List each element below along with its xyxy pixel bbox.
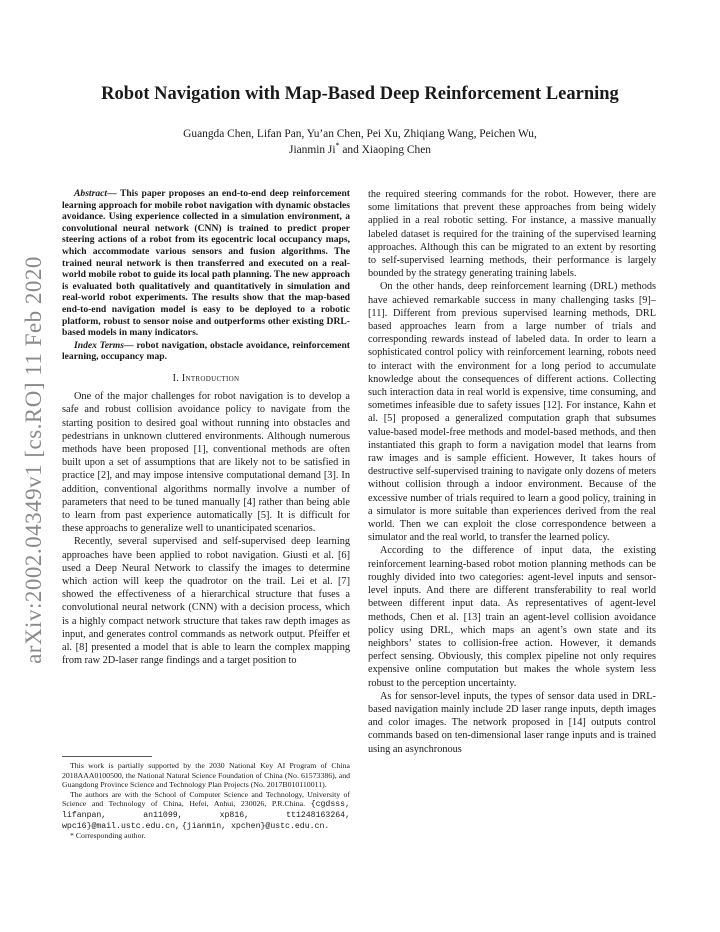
body-paragraph: the required steering commands for the robot. However, there are some limitations that prevent these approaches from being widely applied in a real robotic setting. For instance, a massive manually labeled dataset is required for the training of the supervised learning approaches. Although this can be migrated to an extent by resorting to self-supervised learning methods, their performance is largely bounded by the strategy generating training labels.: [368, 189, 656, 280]
footnotes: [62, 756, 350, 841]
abstract-label: Abstract: [74, 188, 108, 199]
index-terms-label: Index Terms: [74, 339, 124, 351]
index-terms-text: — robot navigation, obstacle avoidance, reinforcement learning, occupancy map.: [62, 339, 350, 363]
body-paragraph: On the other hands, deep reinforcement learning (DRL) methods have achieved remarkable success in many challenging tasks [9]–[11]. Different from previous supervised learning methods, DRL based approaches learn from a large number of trials and corresponding rewards instead of labeled data. In order to learn a sophisticated control policy with reinforcement learning, robots need to interact with the environment for a long period to accumulate knowledge about the consequences of different actions. Collecting such interaction data in real world is expensive, time consuming, and sometimes infeasible due to safety issues [12]. For instance, Kahn et al. [5] proposed a generalized computation graph that subsumes value-based model-free methods and model-based methods, and then instantiated this graph to form a navigation model that learns from raw images and is sample efficient. However, It takes hours of destructive self-supervised training to navigate only dozens of meters without collision through a indoor environment. Because of the excessive number of trials required to learn a good policy, training in a simulator is more suitable than experiences derived from the real world. Then we can exploit the close correspondence between a simulator and the real world, to transfer the learned policy.: [368, 281, 656, 544]
footnote-corresponding: * Corresponding author.: [70, 831, 146, 841]
arxiv-identifier-text: arXiv:2002.04349v1 [cs.RO] 11 Feb 2020: [21, 256, 46, 664]
abstract-text: — This paper proposes an end-to-end deep reinforcement learning approach for mobile robot navigation with dynamic obstacles avoidance. Using experience collected in a simulation environment, a convolutional neural network (CNN) is trained to predict proper steering actions of a robot from its egocentric local occupancy maps, which accommodate various sensors and fusion algorithms. The trained neural network is then transferred and executed on a real-world mobile robot to guide its local path planning. The new approach is evaluated both qualitatively and quantitatively in simulation and real-world robot experiments. The results show that the map-based end-to-end navigation model is easy to be deployed to a robotic platform, robust to sensor noise and outperforms other existing DRL-based models in many indicators.: [62, 188, 350, 339]
intro-paragraph: Recently, several supervised and self-supervised deep learning approaches have been applied to robot navigation. Giusti et al. [6] used a Deep Neural Network to classify the images to determine which action will keep the quadrotor on the trail. Lei et al. [7] showed the effectiveness of a hierarchical structure that fuses a convolutional neural network (CNN) with a decision process, which is a highly compact network structure that takes raw depth images as input, and generates control commands as network output. Pfeiffer et al. [8] presented a model that is able to learn the complex mapping from raw 2D-laser range findings and a target position to: [62, 536, 350, 667]
footnote-divider: [62, 756, 152, 757]
author-emails-1: {cgdsss, lifanpan, an11099, xp816, tt1248163264, wpc16}@mail.ustc.edu.cn,: [62, 800, 350, 831]
right-column: [368, 188, 656, 756]
author-list: [120, 126, 600, 158]
paper-title: Robot Navigation with Map-Based Deep Reinforcement Learning: [101, 84, 619, 104]
footnote-funding: This work is partially supported by the 2030 National Key AI Program of China 2018AAA0100500, the National Natural Science Foundation of China (No. 61573386), and Guangdong Province Science and Technology Plan Projects (No. 2017B010110011).: [62, 761, 350, 790]
index-terms: [62, 340, 350, 363]
body-paragraph: As for sensor-level inputs, the types of sensor data used in DRL-based navigation mainly include 2D laser range inputs, depth images and color images. The network proposed in [14] outputs control commands based on ten-dimensional laser range inputs and is trained using an asynchronous: [368, 690, 656, 755]
arxiv-identifier-stamp: [16, 240, 52, 680]
abstract: [62, 188, 350, 339]
section-heading-introduction: I. Introduction: [172, 372, 240, 384]
body-paragraph: According to the difference of input data, the existing reinforcement learning-based robot motion planning methods can be roughly divided into two categories: agent-level inputs and sensor-level inputs. And there are different transferability to real world between different input data. As representatives of agent-level methods, Chen et al. [13] train an agent-level collision avoidance policy using DRL, which maps an agent’s own state and its neighbors’ states to collision-free action. However, it demands perfect sensing. Obviously, this complex pipeline not only requires expensive online computation but makes the whole system less robust to the perception uncertainty.: [368, 545, 656, 689]
corresponding-author-mark: *: [335, 141, 340, 151]
left-column: [62, 188, 350, 667]
intro-paragraph: One of the major challenges for robot navigation is to develop a safe and robust collision avoidance policy to navigate from the starting position to desired goal without running into obstacles and pedestrians in unknown cluttered environments. Although numerous methods have been proposed [1], conventional methods are often built upon a set of assumptions that are likely not to be satisfied in practice [2], and may impose intensive computational demand [3]. In addition, conventional algorithms normally involve a number of parameters that need to be tuned manually [4] rather than being able to learn from past experience automatically [5]. It is difficult for these approachs to generalize well to unanticipated scenarios.: [62, 391, 350, 535]
author-jianmin-ji: Jianmin Ji: [289, 144, 336, 156]
authors-line-2: [120, 142, 600, 158]
authors-line-1: Guangda Chen, Lifan Pan, Yu’an Chen, Pei Xu, Zhiqiang Wang, Peichen Wu,: [183, 128, 537, 140]
authors-line-2-rest: and Xiaoping Chen: [339, 144, 431, 156]
author-emails-2: {jianmin, xpchen}@ustc.edu.cn.: [181, 821, 330, 831]
footnote-affiliation: [62, 790, 350, 831]
affiliation-text: The authors are with the School of Computer Science and Technology, University of Science and Technology of China, Hefei, Anhui, 230026, P.R.China.: [62, 789, 350, 809]
